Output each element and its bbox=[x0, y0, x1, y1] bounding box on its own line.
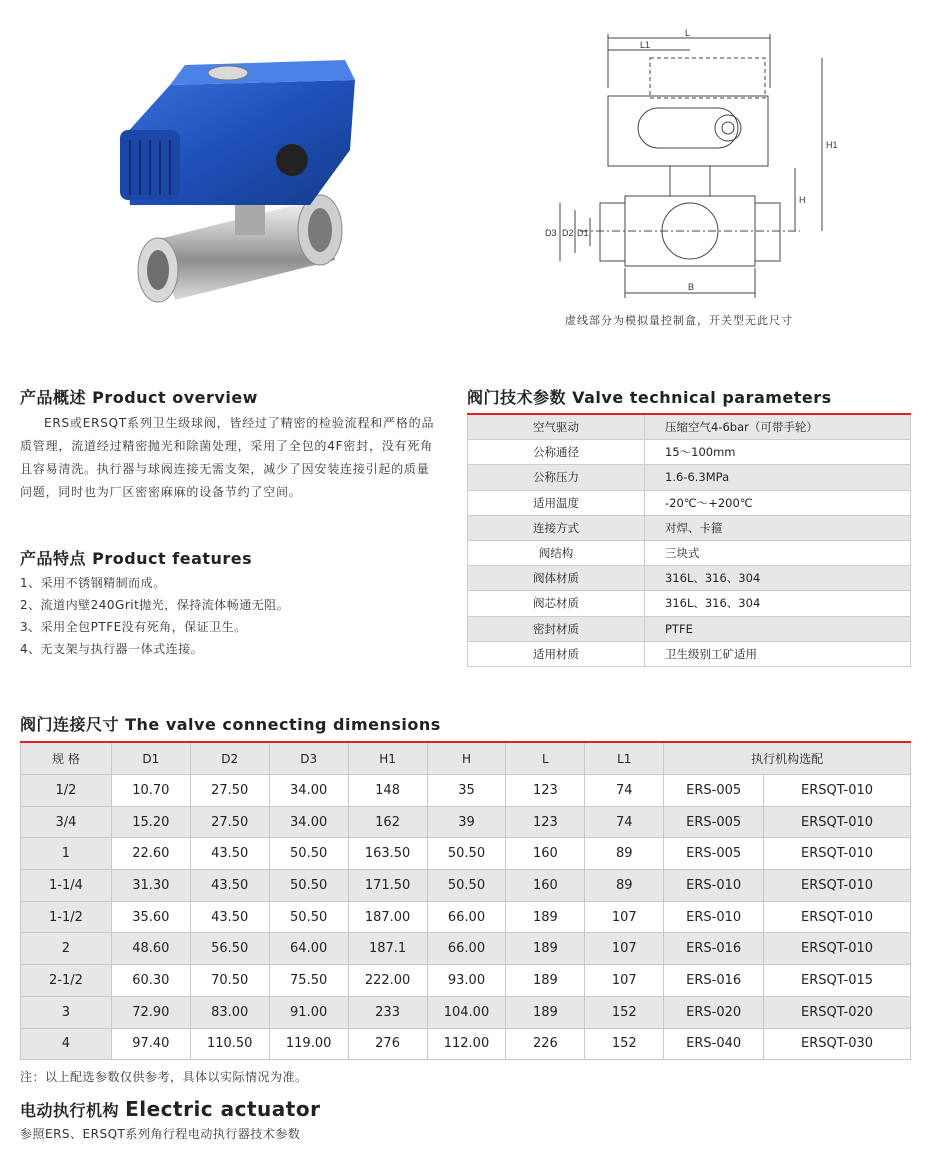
dims-cell: 233 bbox=[348, 996, 427, 1028]
dims-title-en: The valve connecting dimensions bbox=[125, 715, 441, 734]
dims-cell: 72.90 bbox=[111, 996, 190, 1028]
dims-cell: 226 bbox=[506, 1028, 585, 1060]
actuator-title-zh: 电动执行机构 bbox=[20, 1101, 120, 1120]
dims-cell: 222.00 bbox=[348, 965, 427, 997]
dims-header-cell: D3 bbox=[269, 742, 348, 775]
dims-cell: 187.1 bbox=[348, 933, 427, 965]
dims-header-cell: L bbox=[506, 742, 585, 775]
dims-row bbox=[21, 870, 911, 902]
dims-cell: 162 bbox=[348, 806, 427, 838]
params-table bbox=[467, 413, 911, 667]
actuator-text: 参照ERS、ERSQT系列角行程电动执行器技术参数 bbox=[20, 1127, 301, 1141]
dims-cell: 39 bbox=[427, 806, 506, 838]
feature-item: 4、无支架与执行器一体式连接。 bbox=[20, 642, 204, 656]
dims-title bbox=[20, 712, 441, 735]
dims-note: 注：以上配选参数仅供参考，具体以实际情况为准。 bbox=[20, 1070, 308, 1084]
params-title bbox=[467, 385, 832, 408]
dims-cell: ERSQT-010 bbox=[764, 806, 911, 838]
dims-cell: 34.00 bbox=[269, 775, 348, 807]
params-row bbox=[468, 414, 911, 440]
params-row bbox=[468, 465, 911, 490]
dims-cell: 27.50 bbox=[190, 775, 269, 807]
param-label: 适用材质 bbox=[468, 641, 645, 666]
dims-size-cell: 1/2 bbox=[21, 775, 112, 807]
dims-cell: 74 bbox=[585, 775, 664, 807]
param-label: 空气驱动 bbox=[468, 414, 645, 440]
dims-cell: 107 bbox=[585, 965, 664, 997]
dims-cell: ERS-010 bbox=[664, 870, 764, 902]
param-label: 公称压力 bbox=[468, 465, 645, 490]
dims-cell: 43.50 bbox=[190, 838, 269, 870]
dims-row bbox=[21, 965, 911, 997]
dims-cell: 123 bbox=[506, 806, 585, 838]
dims-cell: 189 bbox=[506, 933, 585, 965]
dims-cell: 107 bbox=[585, 901, 664, 933]
features-title bbox=[20, 546, 252, 569]
feature-item: 3、采用全包PTFE没有死角，保证卫生。 bbox=[20, 620, 247, 634]
feature-item: 2、流道内壁240Grit抛光，保持流体畅通无阻。 bbox=[20, 598, 290, 612]
actuator-housing bbox=[120, 60, 355, 205]
dims-row bbox=[21, 933, 911, 965]
dims-cell: 50.50 bbox=[269, 838, 348, 870]
dims-size-cell: 3/4 bbox=[21, 806, 112, 838]
overview-text: ERS或ERSQT系列卫生级球阀，皆经过了精密的检验流程和严格的品质管理，流道经过精密抛光和除菌处理，采用了全包的4F密封，没有死角且容易清洗。执行器与球阀连接无需支架，减少了因安装连接引起的质量问题，同时也为厂区密密麻麻的设备节约了空间。 bbox=[20, 416, 435, 499]
dims-cell: 112.00 bbox=[427, 1028, 506, 1060]
param-value: 卫生级别工矿适用 bbox=[645, 641, 911, 666]
dims-row bbox=[21, 806, 911, 838]
dim-label-L: L bbox=[685, 28, 691, 38]
dims-header-cell: 执行机构选配 bbox=[664, 742, 911, 775]
param-value: PTFE bbox=[645, 616, 911, 641]
dims-cell: 93.00 bbox=[427, 965, 506, 997]
dims-header-cell: H1 bbox=[348, 742, 427, 775]
dims-cell: 110.50 bbox=[190, 1028, 269, 1060]
dims-cell: 189 bbox=[506, 965, 585, 997]
param-label: 适用温度 bbox=[468, 490, 645, 515]
overview-title bbox=[20, 385, 258, 408]
dims-cell: ERS-016 bbox=[664, 933, 764, 965]
dims-cell: ERSQT-010 bbox=[764, 775, 911, 807]
dims-size-cell: 1-1/4 bbox=[21, 870, 112, 902]
params-row bbox=[468, 440, 911, 465]
dims-cell: 89 bbox=[585, 838, 664, 870]
dims-cell: 35.60 bbox=[111, 901, 190, 933]
dims-cell: 189 bbox=[506, 901, 585, 933]
dims-header-cell: 规 格 bbox=[21, 742, 112, 775]
dim-label-D3: D3 bbox=[545, 228, 557, 238]
dims-cell: 50.50 bbox=[269, 870, 348, 902]
overview-title-en: Product overview bbox=[92, 388, 258, 407]
dims-cell: ERS-005 bbox=[664, 806, 764, 838]
dim-label-H: H bbox=[799, 195, 806, 205]
feature-item: 1、采用不锈钢精制而成。 bbox=[20, 576, 166, 590]
param-value: 三块式 bbox=[645, 540, 911, 565]
param-value: 压缩空气4-6bar（可带手轮） bbox=[645, 414, 911, 440]
drawing-note: 虚线部分为模拟量控制盒，开关型无此尺寸 bbox=[565, 314, 793, 327]
dims-cell: 43.50 bbox=[190, 870, 269, 902]
dims-size-cell: 3 bbox=[21, 996, 112, 1028]
params-row bbox=[468, 641, 911, 666]
dims-cell: 89 bbox=[585, 870, 664, 902]
dims-cell: 66.00 bbox=[427, 901, 506, 933]
params-row bbox=[468, 540, 911, 565]
dims-cell: 50.50 bbox=[269, 901, 348, 933]
dim-label-D1: D1 bbox=[577, 228, 589, 238]
dims-row bbox=[21, 996, 911, 1028]
dims-row bbox=[21, 1028, 911, 1060]
dims-cell: 123 bbox=[506, 775, 585, 807]
product-photo bbox=[110, 55, 380, 305]
dim-label-L1: L1 bbox=[640, 40, 651, 50]
dims-size-cell: 2-1/2 bbox=[21, 965, 112, 997]
dims-size-cell: 1 bbox=[21, 838, 112, 870]
param-value: 316L、316、304 bbox=[645, 566, 911, 591]
dims-cell: ERS-020 bbox=[664, 996, 764, 1028]
dims-cell: ERSQT-015 bbox=[764, 965, 911, 997]
dims-cell: ERSQT-010 bbox=[764, 838, 911, 870]
dims-cell: 31.30 bbox=[111, 870, 190, 902]
param-value: 1.6-6.3MPa bbox=[645, 465, 911, 490]
param-label: 连接方式 bbox=[468, 515, 645, 540]
dims-cell: 160 bbox=[506, 838, 585, 870]
overview-title-zh: 产品概述 bbox=[20, 388, 87, 407]
dims-cell: 152 bbox=[585, 1028, 664, 1060]
dims-cell: 50.50 bbox=[427, 870, 506, 902]
dims-cell: 74 bbox=[585, 806, 664, 838]
params-row bbox=[468, 490, 911, 515]
dims-cell: ERSQT-010 bbox=[764, 870, 911, 902]
features-list bbox=[20, 572, 289, 660]
dims-cell: 107 bbox=[585, 933, 664, 965]
params-row bbox=[468, 515, 911, 540]
dims-cell: 171.50 bbox=[348, 870, 427, 902]
dims-body bbox=[21, 775, 911, 1060]
actuator-title-en: Electric actuator bbox=[125, 1097, 321, 1121]
dims-cell: 276 bbox=[348, 1028, 427, 1060]
dims-cell: ERSQT-020 bbox=[764, 996, 911, 1028]
dims-cell: 152 bbox=[585, 996, 664, 1028]
dims-cell: 189 bbox=[506, 996, 585, 1028]
features-title-zh: 产品特点 bbox=[20, 549, 87, 568]
param-label: 公称通径 bbox=[468, 440, 645, 465]
dims-cell: ERS-016 bbox=[664, 965, 764, 997]
dims-cell: 34.00 bbox=[269, 806, 348, 838]
dims-header-row bbox=[21, 742, 911, 775]
dims-cell: 48.60 bbox=[111, 933, 190, 965]
dimension-drawing bbox=[540, 28, 840, 318]
dims-cell: ERS-040 bbox=[664, 1028, 764, 1060]
dims-cell: 148 bbox=[348, 775, 427, 807]
dims-header-cell: L1 bbox=[585, 742, 664, 775]
dims-cell: 83.00 bbox=[190, 996, 269, 1028]
dims-header-cell: D1 bbox=[111, 742, 190, 775]
dims-cell: 35 bbox=[427, 775, 506, 807]
params-row bbox=[468, 566, 911, 591]
valve-body bbox=[138, 195, 342, 302]
dims-title-zh: 阀门连接尺寸 bbox=[20, 715, 120, 734]
dims-cell: ERSQT-010 bbox=[764, 901, 911, 933]
dim-label-B: B bbox=[688, 282, 695, 292]
dims-cell: 22.60 bbox=[111, 838, 190, 870]
dims-header-cell: D2 bbox=[190, 742, 269, 775]
dims-cell: 56.50 bbox=[190, 933, 269, 965]
dims-row bbox=[21, 838, 911, 870]
dims-cell: 70.50 bbox=[190, 965, 269, 997]
params-row bbox=[468, 616, 911, 641]
dims-cell: 43.50 bbox=[190, 901, 269, 933]
dims-cell: 97.40 bbox=[111, 1028, 190, 1060]
param-value: -20℃～+200℃ bbox=[645, 490, 911, 515]
dims-size-cell: 4 bbox=[21, 1028, 112, 1060]
params-title-en: Valve technical parameters bbox=[572, 388, 832, 407]
dims-cell: ERSQT-010 bbox=[764, 933, 911, 965]
dims-cell: ERS-005 bbox=[664, 838, 764, 870]
dims-cell: 160 bbox=[506, 870, 585, 902]
dim-label-D2: D2 bbox=[562, 228, 574, 238]
param-label: 阀结构 bbox=[468, 540, 645, 565]
dims-cell: 10.70 bbox=[111, 775, 190, 807]
dims-cell: 163.50 bbox=[348, 838, 427, 870]
dims-cell: 15.20 bbox=[111, 806, 190, 838]
dims-cell: ERS-010 bbox=[664, 901, 764, 933]
dims-table bbox=[20, 741, 911, 1060]
param-value: 316L、316、304 bbox=[645, 591, 911, 616]
dims-cell: 64.00 bbox=[269, 933, 348, 965]
param-label: 阀体材质 bbox=[468, 566, 645, 591]
dims-cell: ERS-005 bbox=[664, 775, 764, 807]
dims-cell: ERSQT-030 bbox=[764, 1028, 911, 1060]
dims-cell: 66.00 bbox=[427, 933, 506, 965]
dims-cell: 27.50 bbox=[190, 806, 269, 838]
dims-cell: 50.50 bbox=[427, 838, 506, 870]
dims-header-cell: H bbox=[427, 742, 506, 775]
dims-row bbox=[21, 775, 911, 807]
param-value: 对焊、卡箍 bbox=[645, 515, 911, 540]
dim-label-H1: H1 bbox=[826, 140, 838, 150]
dims-cell: 119.00 bbox=[269, 1028, 348, 1060]
dims-cell: 104.00 bbox=[427, 996, 506, 1028]
param-value: 15～100mm bbox=[645, 440, 911, 465]
dims-size-cell: 1-1/2 bbox=[21, 901, 112, 933]
dims-row bbox=[21, 901, 911, 933]
dims-size-cell: 2 bbox=[21, 933, 112, 965]
param-label: 密封材质 bbox=[468, 616, 645, 641]
features-title-en: Product features bbox=[92, 549, 253, 568]
dims-cell: 75.50 bbox=[269, 965, 348, 997]
param-label: 阀芯材质 bbox=[468, 591, 645, 616]
dims-cell: 60.30 bbox=[111, 965, 190, 997]
params-row bbox=[468, 591, 911, 616]
dims-cell: 91.00 bbox=[269, 996, 348, 1028]
actuator-title bbox=[20, 1097, 320, 1121]
dims-cell: 187.00 bbox=[348, 901, 427, 933]
params-title-zh: 阀门技术参数 bbox=[467, 388, 567, 407]
